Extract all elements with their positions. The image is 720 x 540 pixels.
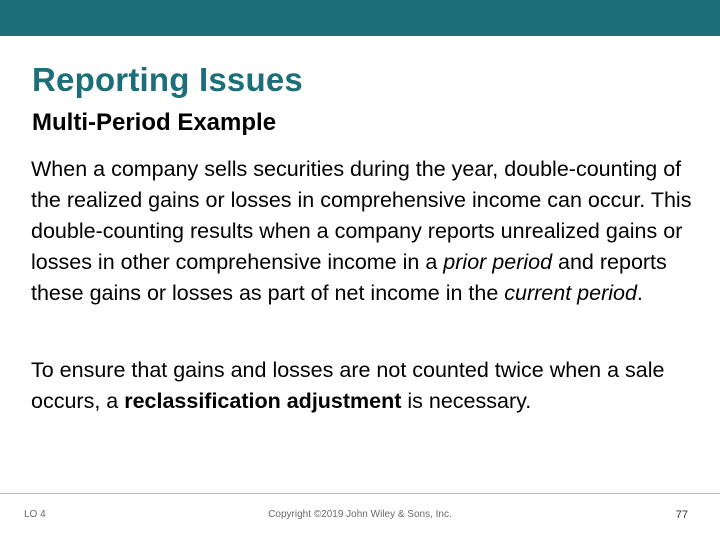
learning-objective-label: LO 4: [24, 509, 46, 520]
header-band: [0, 0, 720, 36]
emphasis-prior-period: prior period: [443, 250, 553, 274]
paragraph-1-text-2: and reports these gains or losses as part of net income in the: [31, 250, 667, 305]
slide-subtitle: Multi-Period Example: [32, 109, 277, 136]
bold-reclassification-adjustment: reclassification adjustment: [124, 389, 402, 413]
page-number: 77: [675, 509, 688, 521]
copyright-notice: Copyright ©2019 John Wiley & Sons, Inc.: [268, 509, 452, 520]
paragraph-2-text: To ensure that gains and losses are not counted twice when a sale occurs, a: [31, 358, 665, 413]
paragraph-2-text-2: is necessary.: [401, 389, 532, 413]
paragraph-1-text-3: .: [636, 281, 643, 305]
slide-title: Reporting Issues: [32, 61, 303, 98]
paragraph-1-text: When a company sells securities during the year, double-counting of the realized gains or losses in comprehensive income can occur. This double-counting results when a company reports unrealized gains or losses in other comprehensive income in a: [31, 157, 692, 274]
emphasis-current-period: current period: [504, 281, 637, 305]
body-paragraph-2: [31, 355, 699, 417]
footer-divider: [0, 493, 720, 494]
body-paragraph-1: [31, 154, 699, 309]
